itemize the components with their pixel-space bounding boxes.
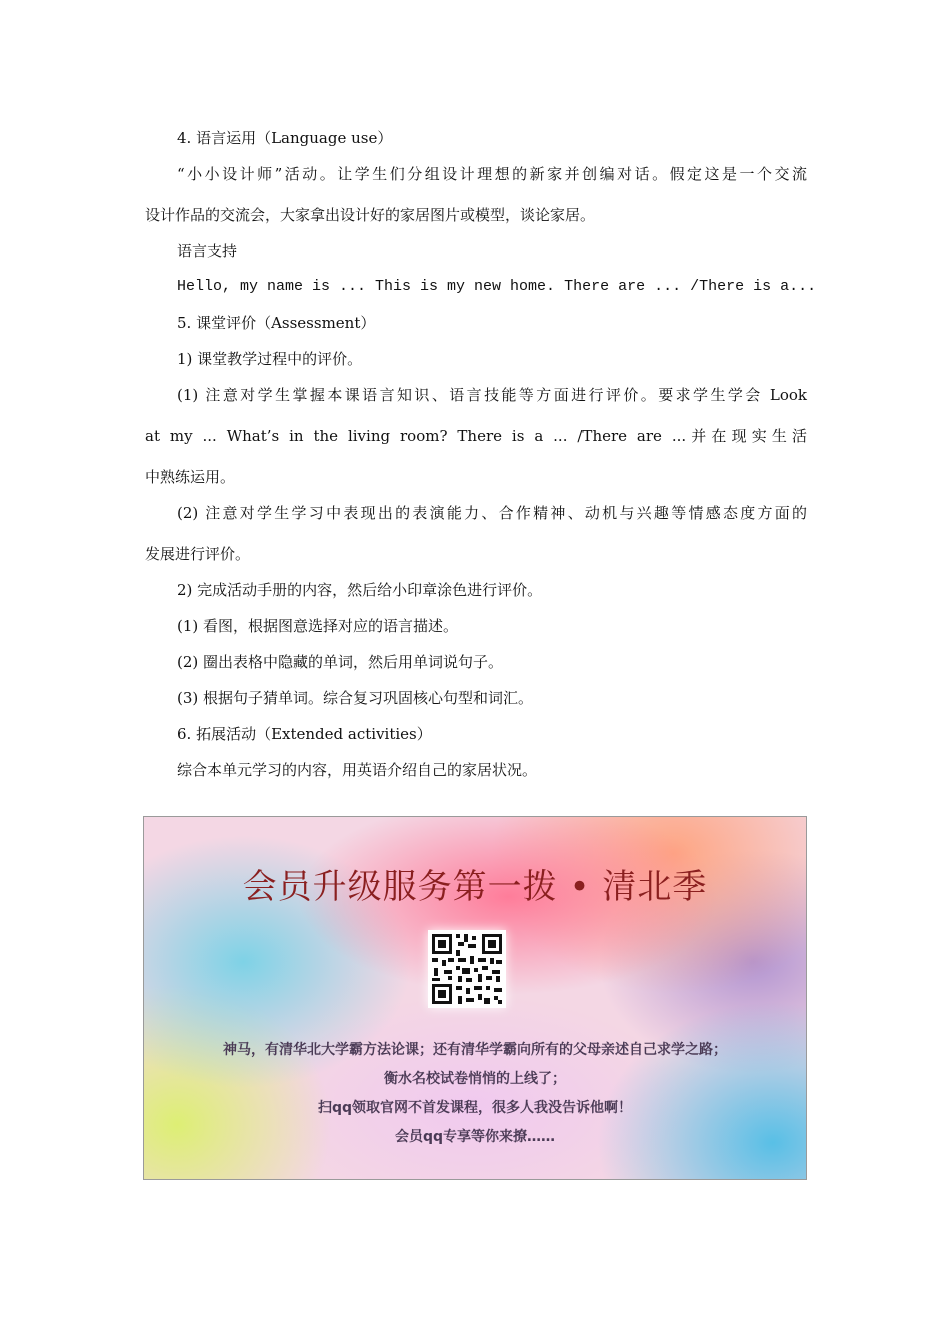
paragraph-line: “小小设计师”活动。让学生们分组设计理想的新家并创编对话。假定这是一个交流 [177, 165, 807, 183]
banner-text-line: 会员qq专享等你来撩…… [394, 1129, 556, 1145]
banner-text-line: 衡水名校试卷悄悄的上线了； [384, 1071, 566, 1087]
language-support-label: 语言支持 [177, 242, 238, 260]
banner-title: 会员升级服务第一拨 • 清北季 [242, 867, 708, 907]
paragraph-line: (1) 注意对学生掌握本课语言知识、语言技能等方面进行评价。要求学生学会 Look [177, 386, 807, 404]
promo-banner[interactable] [143, 816, 807, 1180]
banner-text-line: 扫qq领取官网不首发课程，很多人我没告诉他啊！ [317, 1100, 633, 1116]
section-5-heading: 5. 课堂评价（Assessment） [177, 314, 376, 332]
example-sentence: Hello, my name is ... This is my new home. There are ... /There is a... [177, 278, 817, 295]
list-item: 1) 课堂教学过程中的评价。 [177, 350, 363, 368]
paragraph-line: at my ... What’s in the living room? There is a ... /There are ...并在现实生活 [145, 427, 807, 445]
list-item: (3) 根据句子猜单词。综合复习巩固核心句型和词汇。 [177, 689, 534, 707]
banner-text-line: 神马，有清华北大学霸方法论课；还有清华学霸向所有的父母亲述自己求学之路； [223, 1042, 727, 1058]
qr-code-icon[interactable] [428, 930, 506, 1008]
list-item: (1) 看图，根据图意选择对应的语言描述。 [177, 617, 459, 635]
list-item: 2) 完成活动手册的内容，然后给小印章涂色进行评价。 [177, 581, 543, 599]
paragraph-line: 设计作品的交流会，大家拿出设计好的家居图片或模型，谈论家居。 [145, 206, 596, 224]
section-4-heading: 4. 语言运用（Language use） [177, 129, 393, 147]
paragraph-line: (2) 注意对学生学习中表现出的表演能力、合作精神、动机与兴趣等情感态度方面的 [177, 504, 807, 522]
paragraph-line: 综合本单元学习的内容，用英语介绍自己的家居状况。 [177, 761, 538, 779]
list-item: (2) 圈出表格中隐藏的单词，然后用单词说句子。 [177, 653, 504, 671]
paragraph-line: 中熟练运用。 [145, 468, 236, 486]
paragraph-line: 发展进行评价。 [145, 545, 251, 563]
section-6-heading: 6. 拓展活动（Extended activities） [177, 725, 432, 743]
